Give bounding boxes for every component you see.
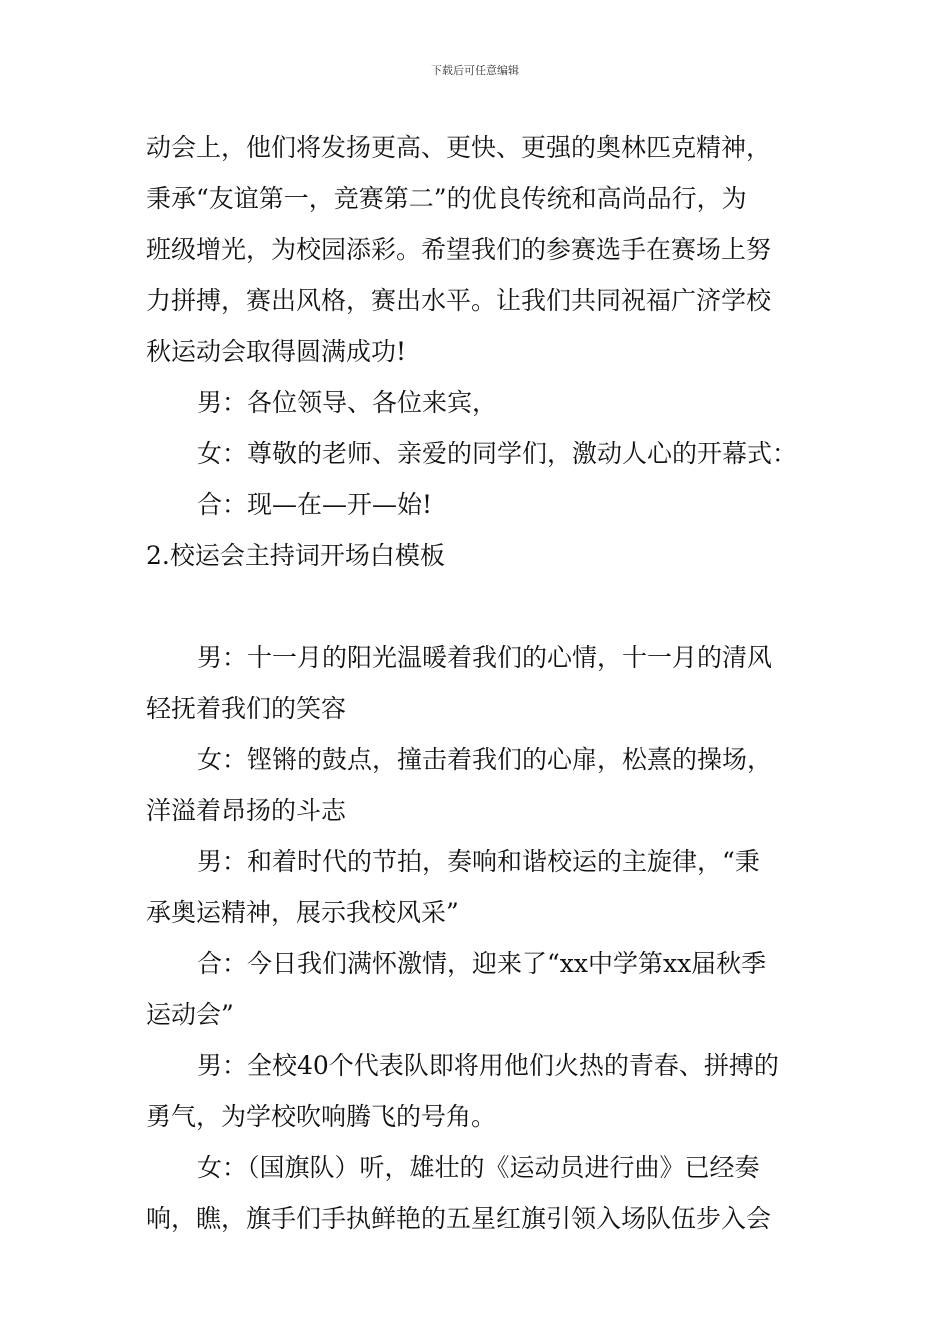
paragraph-line: 动会上，他们将发扬更高、更快、更强的奥林匹克精神， xyxy=(146,133,772,162)
paragraph-line: 秋运动会取得圆满成功! xyxy=(146,337,407,366)
dialogue-continuation: 洋溢着昂扬的斗志 xyxy=(146,796,347,825)
dialogue-continuation: 轻抚着我们的笑容 xyxy=(146,694,347,723)
dialogue-line: 女：（国旗队）听，雄壮的《运动员进行曲》已经奏 xyxy=(197,1153,760,1182)
dialogue-continuation: 响，瞧，旗手们手执鲜艳的五星红旗引领入场队伍步入会 xyxy=(146,1204,772,1233)
dialogue-line: 男：各位领导、各位来宾， xyxy=(197,388,498,417)
paragraph-line: 秉承“友谊第一，竞赛第二”的优良传统和高尚品行，为 xyxy=(146,184,747,213)
dialogue-line: 男：和着时代的节拍，奏响和谐校运的主旋律，“秉 xyxy=(197,847,760,876)
dialogue-continuation: 运动会” xyxy=(146,1000,234,1029)
document-body xyxy=(146,122,810,1244)
dialogue-line: 男：十一月的阳光温暖着我们的心情，十一月的清风 xyxy=(197,643,773,672)
dialogue-line: 合：现—在—开—始! xyxy=(197,490,433,519)
dialogue-line: 女：尊敬的老师、亲爱的同学们，激动人心的开幕式： xyxy=(197,439,798,468)
page-header: 下载后可任意编辑 xyxy=(431,64,519,77)
dialogue-line: 合：今日我们满怀激情，迎来了“xx中学第xx届秋季 xyxy=(197,949,767,978)
dialogue-continuation: 勇气，为学校吹响腾飞的号角。 xyxy=(146,1102,497,1131)
paragraph-line: 力拼搏，赛出风格，赛出水平。让我们共同祝福广济学校 xyxy=(146,286,772,315)
blank-line xyxy=(146,581,810,632)
dialogue-continuation: 承奥运精神，展示我校风采” xyxy=(146,898,459,927)
paragraph-line: 班级增光，为校园添彩。希望我们的参赛选手在赛场上努 xyxy=(146,235,772,264)
dialogue-line: 男：全校40个代表队即将用他们火热的青春、拼搏的 xyxy=(197,1051,779,1080)
dialogue-line: 女：铿锵的鼓点，撞击着我们的心扉，松熹的操场， xyxy=(197,745,773,774)
section-heading: 2.校运会主持词开场白模板 xyxy=(146,541,445,570)
